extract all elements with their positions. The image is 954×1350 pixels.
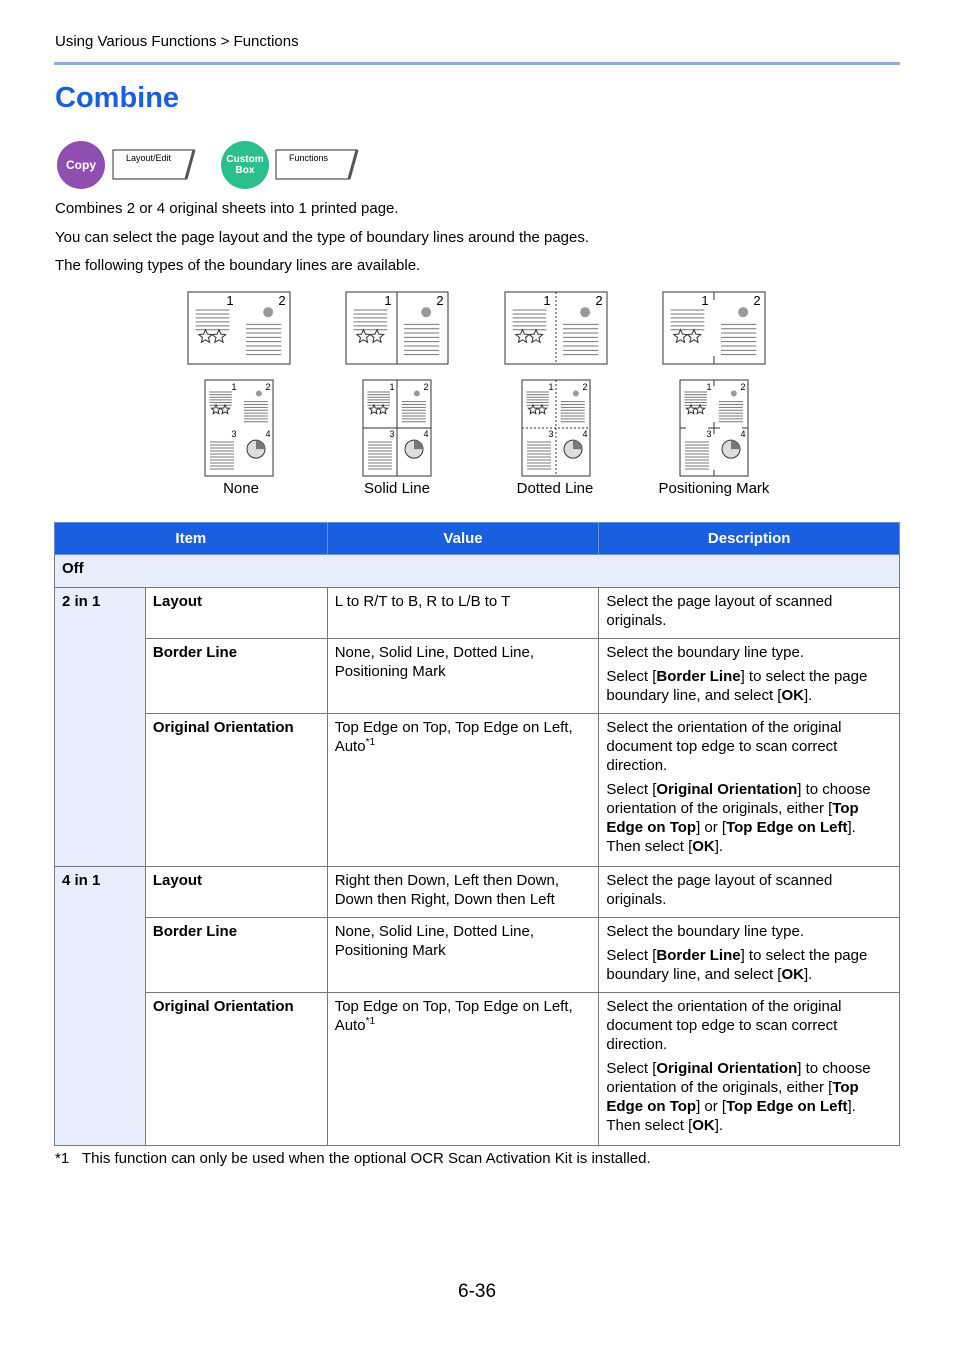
page-number-label: 2 xyxy=(740,382,746,392)
page-number-label: 2 xyxy=(423,382,429,392)
circle-icon xyxy=(580,307,590,317)
caption-positioning-mark: Positioning Mark xyxy=(658,480,770,497)
page-number-label: 4 xyxy=(265,429,271,439)
row-item: Border Line xyxy=(145,918,327,993)
two-in-one-sheet xyxy=(663,292,765,364)
page-number-label: 1 xyxy=(226,293,234,308)
row-description: Select the page layout of scanned originals. xyxy=(599,867,900,918)
page-number-label: 2 xyxy=(582,382,588,392)
row-value: L to R/T to B, R to L/B to T xyxy=(327,588,599,639)
intro-line-2: You can select the page layout and the type of boundary lines around the pages. xyxy=(55,229,590,246)
page-number-label: 4 xyxy=(740,429,746,439)
row-description: Select the boundary line type. Select [Border Line] to select the page boundary line, and select [OK]. xyxy=(599,639,900,714)
row-description: Select the orientation of the original document top edge to scan correct direction. Select [Original Orientation] to choose orientation of the originals, either [Top Edge on Top] or [Top Edge on Left]. Then select [OK]. xyxy=(599,993,900,1146)
page-number-label: 1 xyxy=(548,382,554,392)
intro-line-3: The following types of the boundary lines are available. xyxy=(55,257,421,274)
page-number-label: 1 xyxy=(231,382,237,392)
page-number-label: 1 xyxy=(706,382,712,392)
caption-solid-line: Solid Line xyxy=(364,480,430,497)
row-description: Select the orientation of the original document top edge to scan correct direction. Select [Original Orientation] to choose orientation of the originals, either [Top Edge on Top] or [Top Edge on Left]. Then select [OK]. xyxy=(599,714,900,867)
row-value: None, Solid Line, Dotted Line, Positioning Mark xyxy=(327,639,599,714)
page-number-label: 3 xyxy=(706,429,712,439)
row-item: Original Orientation xyxy=(145,993,327,1146)
row-item: Original Orientation xyxy=(145,714,327,867)
page-number-label: 2 xyxy=(265,382,271,392)
footnote: *1 This function can only be used when the optional OCR Scan Activation Kit is installed. xyxy=(55,1150,651,1167)
breadcrumb: Using Various Functions > Functions xyxy=(55,33,299,50)
page-number-label: 3 xyxy=(548,429,554,439)
header-rule xyxy=(54,62,900,65)
layout-edit-label: Layout/Edit xyxy=(126,153,172,163)
group-2in1-label: 2 in 1 xyxy=(55,588,146,867)
header-description: Description xyxy=(599,523,900,555)
copy-badge: Copy xyxy=(57,141,105,189)
row-description: Select the boundary line type. Select [Border Line] to select the page boundary line, and select [OK]. xyxy=(599,918,900,993)
off-row: Off xyxy=(55,555,900,588)
page-number-label: 1 xyxy=(701,293,709,308)
function-badges xyxy=(57,141,377,189)
layout-edit-tab xyxy=(112,149,196,181)
settings-table xyxy=(54,522,900,1146)
row-item: Layout xyxy=(145,588,327,639)
page-number-label: 2 xyxy=(436,293,444,308)
caption-dotted-line: Dotted Line xyxy=(516,480,594,497)
page-title: Combine xyxy=(55,82,180,114)
intro-line-1: Combines 2 or 4 original sheets into 1 printed page. xyxy=(55,200,399,217)
group-4in1-label: 4 in 1 xyxy=(55,867,146,1146)
circle-icon xyxy=(573,390,579,396)
border-line-diagrams xyxy=(185,290,785,480)
header-value: Value xyxy=(327,523,599,555)
header-item: Item xyxy=(55,523,328,555)
page-number-label: 2 xyxy=(753,293,761,308)
circle-icon xyxy=(738,307,748,317)
row-item: Border Line xyxy=(145,639,327,714)
two-in-one-sheet xyxy=(188,292,290,364)
page-number-label: 4 xyxy=(582,429,588,439)
circle-icon xyxy=(256,390,262,396)
page-number-label: 4 xyxy=(423,429,429,439)
page-number: 6-36 xyxy=(458,1281,497,1302)
page-number-label: 2 xyxy=(595,293,603,308)
circle-icon xyxy=(263,307,273,317)
row-value: None, Solid Line, Dotted Line, Positioning Mark xyxy=(327,918,599,993)
row-value: Right then Down, Left then Down, Down then Right, Down then Left xyxy=(327,867,599,918)
page-number-label: 1 xyxy=(543,293,551,308)
row-value: Top Edge on Top, Top Edge on Left, Auto$^{*1}$ xyxy=(327,714,599,867)
functions-label: Functions xyxy=(289,153,329,163)
custom-box-badge: Custom Box xyxy=(221,141,269,189)
circle-icon xyxy=(414,390,420,396)
page-number-label: 2 xyxy=(278,293,286,308)
circle-icon xyxy=(421,307,431,317)
functions-tab xyxy=(275,149,359,181)
circle-icon xyxy=(731,390,737,396)
page-number-label: 1 xyxy=(384,293,392,308)
row-description: Select the page layout of scanned originals. xyxy=(599,588,900,639)
row-item: Layout xyxy=(145,867,327,918)
page-number-label: 1 xyxy=(389,382,395,392)
caption-none: None xyxy=(223,480,259,497)
row-value: Top Edge on Top, Top Edge on Left, Auto$^{*1}$ xyxy=(327,993,599,1146)
border-line-illustrations xyxy=(185,290,785,505)
page-number-label: 3 xyxy=(389,429,395,439)
page-number-label: 3 xyxy=(231,429,237,439)
